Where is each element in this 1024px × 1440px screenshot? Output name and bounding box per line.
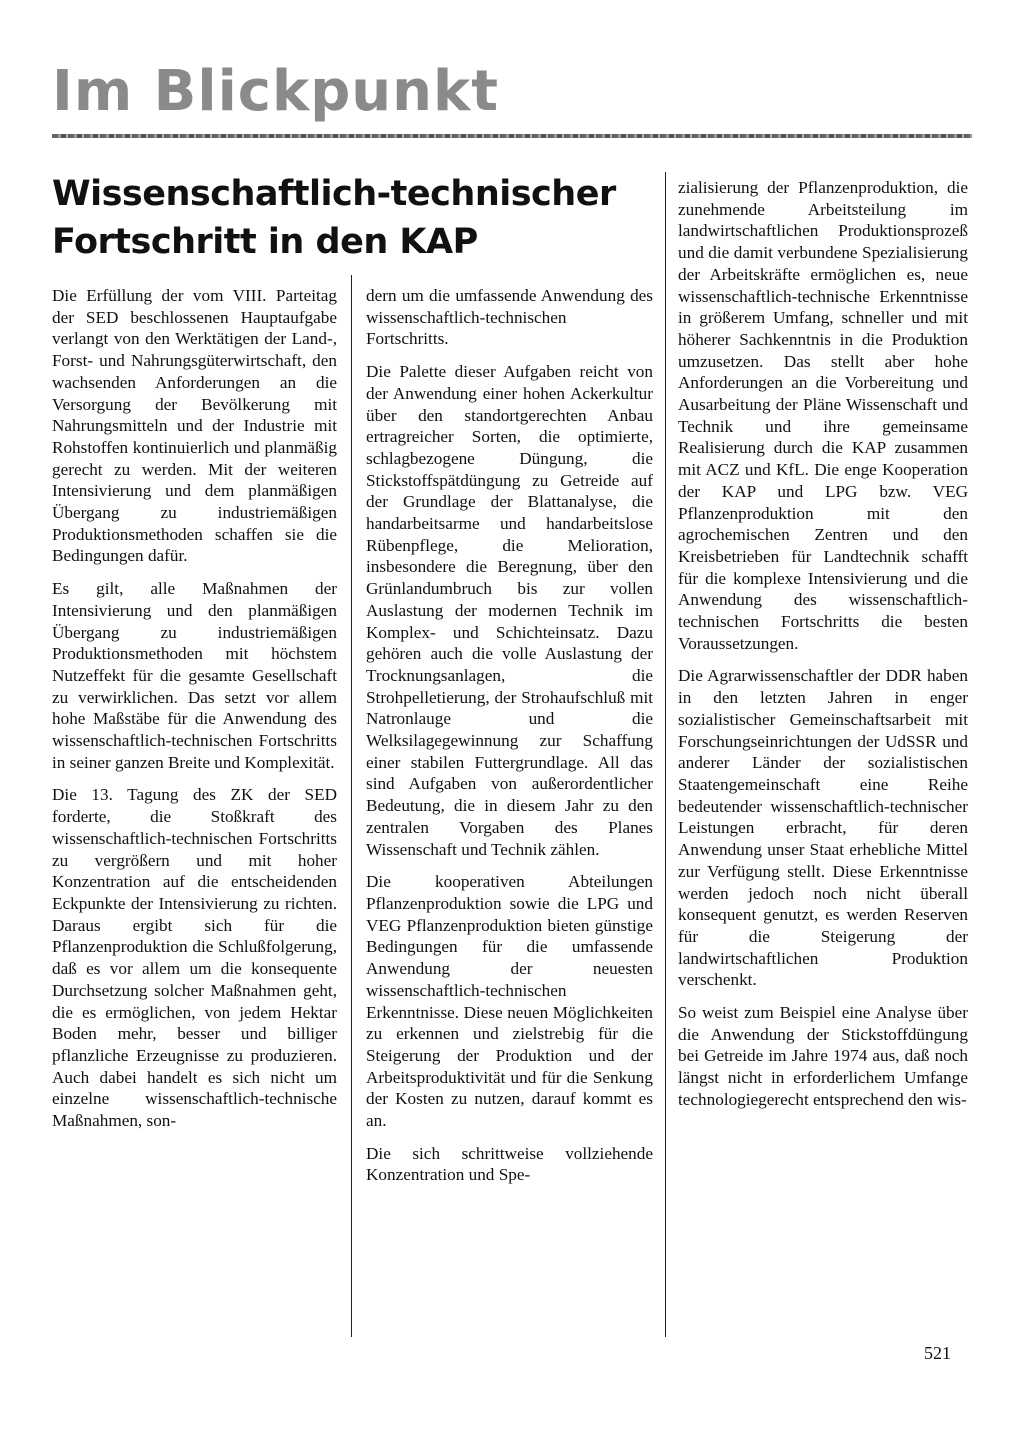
article-headline [52, 170, 632, 266]
column-divider [665, 172, 666, 1337]
text-column-2 [366, 285, 653, 1186]
section-rule [52, 134, 972, 138]
paragraph: Die Agrarwissenschaftler der DDR haben in den letzten Jahren in enger sozialistischer Gemeinschaftsarbeit mit Forschungseinrichtungen der UdSSR und anderer Länder der sozialistischen Staatengemeinschaft eine Reihe bedeutender wissenschaftlich-technischer Leistungen erbracht, für deren Anwendung unser Staat erhebliche Mittel zur Verfügung stellt. Diese Erkenntnisse werden jedoch noch nicht überall konsequent genutzt, es werden Reserven für die Steigerung der landwirtschaftlichen Produktion verschenkt. [678, 666, 968, 990]
headline-line-2: Fortschritt in den KAP [52, 222, 478, 262]
paragraph: Es gilt, alle Maßnahmen der Intensivierung und den planmäßigen Übergang zu industriemäßigen Produktionsmethoden mit höchstem Nutzeffekt für die gesamte Gesellschaft zu verwirklichen. Das setzt vor allem hohe Maßstäbe für die Anwendung des wissenschaftlich-technischen Fortschritts in seiner ganzen Breite und Komplexität. [52, 579, 337, 772]
paragraph: Die 13. Tagung des ZK der SED forderte, die Stoßkraft des wissenschaftlich-technischen Fortschritts zu vergrößern und mit hoher Konzentration auf die entscheidenden Eckpunkte der Intensivierung zu richten. Daraus ergibt sich für die Pflanzenproduktion die Schlußfolgerung, daß es vor allem um die konsequente Durchsetzung solcher Maßnahmen geht, die es ermöglichen, von jedem Hektar Boden mehr, besser und billiger pflanzliche Erzeugnisse zu produzieren. Auch dabei handelt es sich nicht um einzelne wissenschaftlich-technische Maßnahmen, son- [52, 785, 337, 1131]
paragraph: Die sich schrittweise vollziehende Konzentration und Spe- [366, 1143, 653, 1185]
paragraph: Die Erfüllung der vom VIII. Parteitag der SED beschlossenen Hauptaufgabe verlangt von den Werktätigen der Land-, Forst- und Nahrungsgüterwirtschaft, den wachsenden Anforderungen an die Versorgung der Bevölkerung mit Nahrungsmitteln und der Industrie mit Rohstoffen kontinuierlich und planmäßig gerecht zu werden. Mit der weiteren Intensivierung und dem planmäßigen Übergang zu industriemäßigen Produktionsmethoden schaffen sie die Bedingungen dafür. [52, 286, 337, 566]
text-column-3 [678, 177, 968, 1111]
paragraph: zialisierung der Pflanzenproduktion, die zunehmende Arbeitsteilung im landwirtschaftlichen Produktionsprozeß und die damit verbundene Spezialisierung der Arbeitskräfte ermöglichen es, neue wissenschaftlich-technische Erkenntnisse in größerem Umfang, schneller und mit höherer Sachkenntnis in die Produktion umzusetzen. Das stellt aber hohe Anforderungen an die Vorbereitung und Ausarbeitung der Pläne Wissenschaft und Technik und ihre gemeinsame Realisierung durch die KAP zusammen mit ACZ und KfL. Die enge Kooperation der KAP und LPG bzw. VEG Pflanzenproduktion mit den agrochemischen Zentren und den Kreisbetrieben für Landtechnik schafft für die komplexe Intensivierung und die Anwendung des wissenschaftlich-technischen Fortschritts die besten Voraussetzungen. [678, 178, 968, 653]
paragraph: So weist zum Beispiel eine Analyse über die Anwendung der Stickstoffdüngung bei Getreide im Jahre 1974 aus, daß noch längst nicht in erforderlichem Umfange technologiegerecht entsprechend den wis- [678, 1003, 968, 1109]
paragraph: dern um die umfassende Anwendung des wissenschaftlich-technischen Fortschritts. [366, 286, 653, 349]
paragraph: Die kooperativen Abteilungen Pflanzenproduktion sowie die LPG und VEG Pflanzenproduktion bieten günstige Bedingungen für die umfassende Anwendung der neuesten wissenschaftlich-technischen Erkenntnisse. Diese neuen Möglichkeiten zu erkennen und zielstrebig für die Steigerung der Produktion und der Arbeitsproduktivität und für die Senkung der Kosten zu nutzen, darauf kommt es an. [366, 872, 653, 1131]
paragraph: Die Palette dieser Aufgaben reicht von der Anwendung einer hohen Ackerkultur über den standortgerechten Anbau ertragreicher Sorten, die optimierte, schlagbezogene Düngung, die Stickstoffspätdüngung zu Getreide auf der Grundlage der Blattanalyse, die handarbeitsarme und handarbeitslose Rübenpflege, die Melioration, insbesondere die Beregnung, über den Grünlandumbruch bis zur vollen Auslastung der modernen Technik im Komplex- und Schichteinsatz. Dazu gehören auch die volle Auslastung der Trocknungsanlagen, die Strohpelletierung, der Strohaufschluß mit Natronlauge und die Welksilagegewinnung zur Schaffung einer stabilen Futtergrundlage. All das sind Aufgaben von außerordentlicher Bedeutung, die in diesem Jahr zu den zentralen Vorgaben des Planes Wissenschaft und Technik zählen. [366, 362, 653, 859]
column-divider [351, 275, 352, 1337]
section-kicker: Im Blickpunkt [52, 59, 500, 124]
page-number: 521 [924, 1343, 951, 1363]
text-column-1 [52, 285, 337, 1132]
headline-line-1: Wissenschaftlich-technischer [52, 174, 616, 214]
